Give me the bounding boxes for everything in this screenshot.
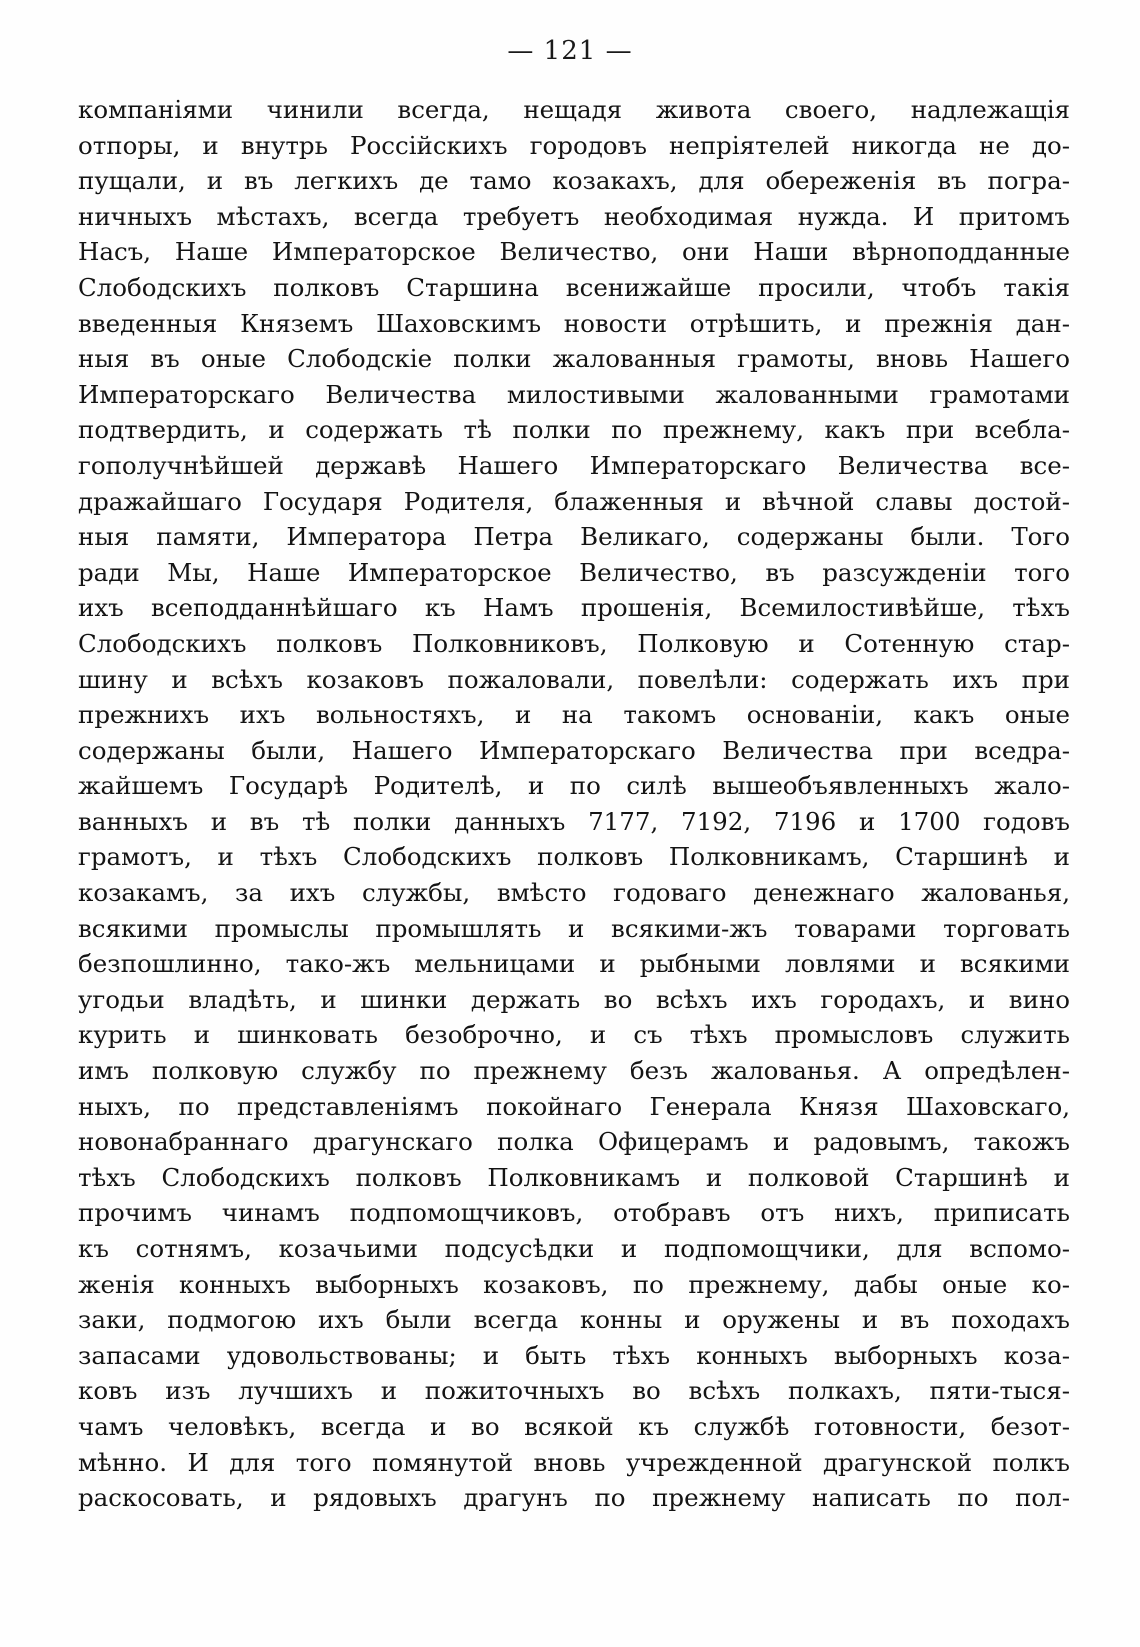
text-line: дражайшаго Государя Родителя, блаженныя и вѣчной славы достой- xyxy=(78,486,1070,516)
text-line: прежнихъ ихъ вольностяхъ, и на такомъ основаніи, какъ оные xyxy=(78,700,1070,730)
text-line: всякими промыслы промышлять и всякими-жъ товарами торговать xyxy=(78,913,1070,943)
text-line: жайшемъ Государѣ Родителѣ, и по силѣ вышеобъявленныхъ жало- xyxy=(78,771,1070,801)
text-line: ихъ всеподданнѣйшаго къ Намъ прошенія, Всемилостивѣйше, тѣхъ xyxy=(78,593,1070,623)
text-line: введенныя Княземъ Шаховскимъ новости отрѣшить, и прежнія дан- xyxy=(78,308,1070,338)
text-line: новонабраннаго драгунскаго полка Офицерамъ и радовымъ, такожъ xyxy=(78,1127,1070,1157)
text-line: запасами удовольствованы; и быть тѣхъ конныхъ выборныхъ коза- xyxy=(78,1340,1070,1370)
text-line: ныхъ, по представленіямъ покойнаго Генерала Князя Шаховскаго, xyxy=(78,1091,1070,1121)
text-line: прочимъ чинамъ подпомощчиковъ, отобравъ отъ нихъ, приписать xyxy=(78,1198,1070,1228)
text-line: имъ полковую службу по прежнему безъ жалованья. А опредѣлен- xyxy=(78,1056,1070,1086)
text-line: ради Мы, Наше Императорское Величество, въ разсужденіи того xyxy=(78,557,1070,587)
text-line: тѣхъ Слободскихъ полковъ Полковникамъ и полковой Старшинѣ и xyxy=(78,1162,1070,1192)
text-line: Насъ, Наше Императорское Величество, они Наши вѣрноподданные xyxy=(78,237,1070,267)
text-line: мѣнно. И для того помянутой вновь учрежденной драгунской полкъ xyxy=(78,1447,1070,1477)
text-line: компаніями чинили всегда, нещадя живота своего, надлежащія xyxy=(78,95,1070,124)
text-line: раскосовать, и рядовыхъ драгунъ по прежнему написать по пол- xyxy=(78,1483,1070,1513)
body-text xyxy=(78,92,1070,1516)
text-line: ничныхъ мѣстахъ, всегда требуетъ необходимая нужда. И притомъ xyxy=(78,201,1070,231)
text-line: заки, подмогою ихъ были всегда конны и оружены и въ походахъ xyxy=(78,1305,1070,1335)
text-line: курить и шинковать безоброчно, и съ тѣхъ промысловъ служить xyxy=(78,1020,1070,1050)
text-line: подтвердить, и содержать тѣ полки по прежнему, какъ при всебла- xyxy=(78,415,1070,445)
text-line: пущали, и въ легкихъ де тамо козакахъ, для обереженія въ погра- xyxy=(78,166,1070,196)
text-line: гополучнѣйшей державѣ Нашего Императорскаго Величества все- xyxy=(78,450,1070,480)
text-line: ковъ изъ лучшихъ и пожиточныхъ во всѣхъ полкахъ, пяти-тыся- xyxy=(78,1376,1070,1406)
text-line: грамотъ, и тѣхъ Слободскихъ полковъ Полковникамъ, Старшинѣ и xyxy=(78,842,1070,872)
text-line: ныя памяти, Императора Петра Великаго, содержаны были. Того xyxy=(78,522,1070,552)
text-line: Слободскихъ полковъ Полковниковъ, Полковую и Сотенную стар- xyxy=(78,628,1070,658)
text-line: женія конныхъ выборныхъ козаковъ, по прежнему, дабы оные ко- xyxy=(78,1269,1070,1299)
text-line: отпоры, и внутрь Россійскихъ городовъ непріятелей никогда не до- xyxy=(78,130,1070,160)
text-line: безпошлинно, тако-жъ мельницами и рыбными ловлями и всякими xyxy=(78,949,1070,979)
page-number: — 121 — xyxy=(507,36,633,66)
text-line: шину и всѣхъ козаковъ пожаловали, повелѣли: содержать ихъ при xyxy=(78,664,1070,694)
text-line: Императорскаго Величества милостивыми жалованными грамотами xyxy=(78,379,1070,409)
text-line: ныя въ оные Слободскіе полки жалованныя грамоты, вновь Нашего xyxy=(78,344,1070,374)
text-line: ванныхъ и въ тѣ полки данныхъ 7177, 7192, 7196 и 1700 годовъ xyxy=(78,806,1070,836)
text-line: чамъ человѣкъ, всегда и во всякой къ службѣ готовности, безот- xyxy=(78,1411,1070,1441)
text-line: угодьи владѣть, и шинки держать во всѣхъ ихъ городахъ, и вино xyxy=(78,984,1070,1014)
text-line: къ сотнямъ, козачьими подсусѣдки и подпомощчики, для вспомо- xyxy=(78,1234,1070,1263)
text-line: Слободскихъ полковъ Старшина всенижайше просили, чтобъ такія xyxy=(78,272,1070,302)
text-line: содержаны были, Нашего Императорскаго Величества при вседра- xyxy=(78,735,1070,765)
text-line: козакамъ, за ихъ службы, вмѣсто годоваго денежнаго жалованья, xyxy=(78,878,1070,908)
